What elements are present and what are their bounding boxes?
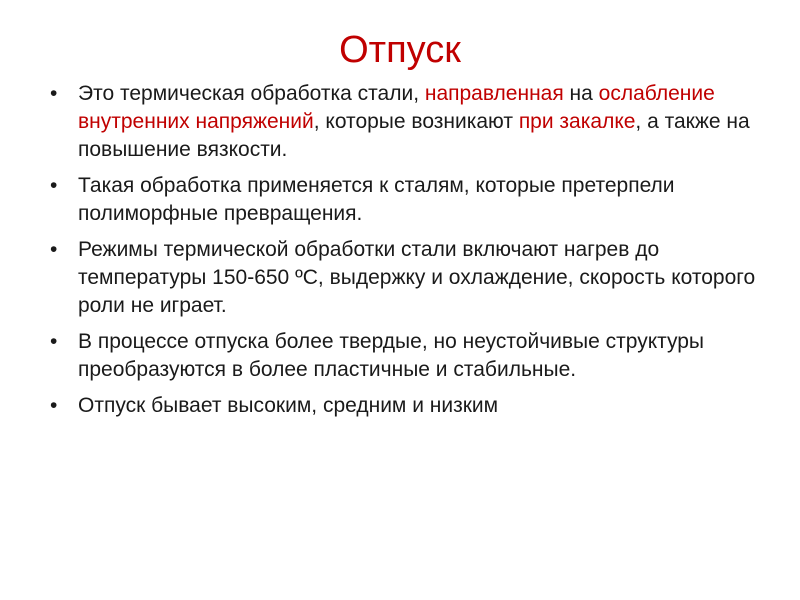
highlighted-text: ослабление внутренних напряжений	[78, 82, 715, 133]
bullet-icon: •	[50, 394, 58, 417]
bullet-list	[44, 80, 764, 428]
bullet-text-part: , а также на повышение вязкости.	[78, 110, 750, 161]
slide-title: Отпуск	[339, 29, 461, 71]
bullet-text-part: Это термическая обработка стали,	[78, 82, 425, 105]
bullet-text	[78, 82, 750, 161]
bullet-text: Такая обработка применяется к сталям, которые претерпели полиморфные превращения.	[78, 174, 675, 225]
bullet-icon: •	[50, 330, 58, 353]
highlighted-text: при закалке	[518, 110, 636, 133]
bullet-item	[44, 392, 764, 420]
highlighted-text: направленная	[424, 82, 564, 105]
bullet-text-part: на	[563, 82, 599, 105]
bullet-item	[44, 172, 764, 228]
bullet-text: Режимы термической обработки стали включают нагрев до температуры 150-650 ºС, выдержку и охлаждение, скорость которого роли не играет.	[78, 238, 756, 317]
bullet-text: Отпуск бывает высоким, средним и низким	[78, 394, 499, 417]
bullet-icon: •	[50, 82, 58, 105]
bullet-icon: •	[50, 174, 58, 197]
bullet-item	[44, 80, 764, 164]
bullet-item	[44, 328, 764, 384]
bullet-text: В процессе отпуска более твердые, но неустойчивые структуры преобразуются в более пластичные и стабильные.	[78, 330, 705, 381]
bullet-icon: •	[50, 238, 58, 261]
bullet-text-part: , которые возникают	[313, 110, 519, 133]
bullet-item	[44, 236, 764, 320]
